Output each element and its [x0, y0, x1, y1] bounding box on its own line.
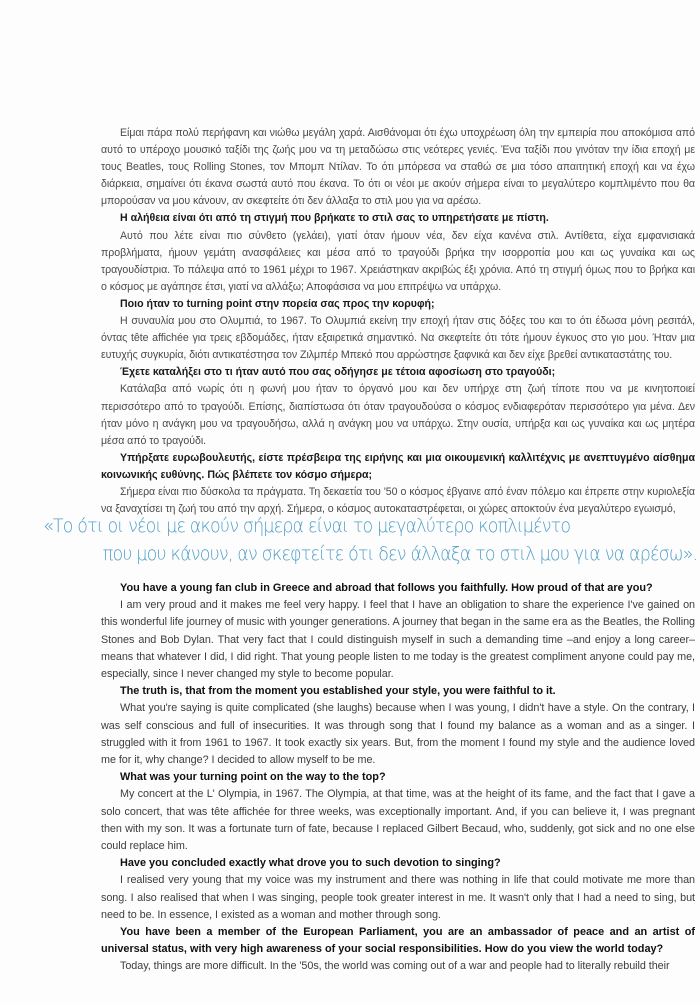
- question-heading: Έχετε καταλήξει στο τι ήταν αυτό που σας οδήγησε με τέτοια αφοσίωση στο τραγούδι;: [120, 366, 556, 379]
- answer-paragraph: What you're saying is quite complicated (she laughs) because when I was young, I didn't have a style. On the contrary, I was self conscious and full of insecurities. It was through song that I found my balance as a woman and as a singer. I struggled with it from 1961 to 1967. It took exactly six years. But, from the moment I found my style and the audience loved me for it, why change? I decided to allow myself to be me.: [101, 702, 695, 767]
- english-interview-section: [101, 580, 695, 976]
- greek-interview-section: [101, 125, 695, 518]
- answer-paragraph: Αυτό που λέτε είναι πιο σύνθετο (γελάει), γιατί όταν ήμουν νέα, δεν είχα κανένα στιλ. Αντίθετα, είχα εμφανισιακά προβλήματα, ήμουν γεμάτη ανασφάλειες και μέσα από το τραγούδι βρήκα την ισορροπία μου και ως γυναίκα και ως τραγουδίστρια. Το πάλεψα από το 1961 μέχρι το 1967. Χρειάστηκαν ακριβώς έξι χρόνια. Από τη στιγμή όμως που το βρήκα και ο κόσμος με αγάπησε έτσι, γιατί να αλλάξω; Αποφάσισα να μου επιτρέψω να υπάρχω.: [101, 229, 695, 293]
- question-heading: What was your turning point on the way to the top?: [120, 771, 386, 784]
- answer-paragraph: I realised very young that my voice was my instrument and there was nothing in life that could motivate me more than song. I also realised that when I was singing, people took greater interest in me. It wasn't only that I had a need to sing, but need to be. In essence, I existed as a woman and mother through song.: [101, 874, 695, 921]
- question-heading: Ποιο ήταν το turning point στην πορεία σας προς την κορυφή;: [120, 297, 435, 310]
- question-heading: You have a young fan club in Greece and abroad that follows you faithfully. How proud of that are you?: [120, 582, 653, 594]
- answer-paragraph: I am very proud and it makes me feel very happy. I feel that I have an obligation to share the experience I've gained on this wonderful life journey of music with younger generations. A journey that began in the same era as the Beatles, the Rolling Stones and Bob Dylan. That very fact that I could distinguish myself in such a demanding time –and enjoy a long career– means that whatever I did, I did right. That young people listen to me today is the greatest compliment anyone could pay me, especially, since I never changed my style to become popular.: [101, 599, 695, 681]
- pull-quote-line-2: που μου κάνουν, αν σκεφτείτε ότι δεν άλλαξα το στιλ μου για να αρέσω».: [102, 543, 698, 565]
- question-heading: The truth is, that from the moment you established your style, you were faithful to it.: [120, 685, 556, 698]
- answer-paragraph: Κατάλαβα από νωρίς ότι η φωνή μου ήταν το όργανό μου και δεν υπήρχε στη ζωή τίποτε που να με κινητοποιεί περισσότερο από το τραγούδι. Επίσης, διαπίστωσα ότι όταν τραγουδούσα ο κόσμος ενδιαφερόταν περισσότερο για μένα. Δεν ήταν μόνο η ανάγκη μου να τραγουδήσω, αλλά η ανάγκη μου να υπάρχω. Στην ουσία, υπήρξα και ως γυναίκα και ως μητέρα μέσα από το τραγούδι.: [101, 383, 695, 447]
- question-heading: Η αλήθεια είναι ότι από τη στιγμή που βρήκατε το στιλ σας το υπηρετήσατε με πίστη.: [120, 212, 549, 225]
- answer-paragraph: Today, things are more difficult. In the '50s, the world was coming out of a war and people had to literally rebuild their: [120, 960, 670, 973]
- question-heading: Υπήρξατε ευρωβουλευτής, είστε πρέσβειρα της ειρήνης και μια οικουμενική καλλιτέχνις με ανεπτυγμένο αίσθημα κοινωνικής ευθύνης. Πώς βλέπετε τον κόσμο σήμερα;: [101, 451, 695, 481]
- question-heading: Have you concluded exactly what drove you to such devotion to singing?: [120, 857, 501, 870]
- answer-paragraph: Σήμερα είναι πιο δύσκολα τα πράγματα. Τη δεκαετία του '50 ο κόσμος έβγαινε από έναν πόλεμο και έπρεπε στην κυριολεξία να ξαναχτίσει τη ζωή του από την αρχή. Σήμερα, ο κόσμος αυτοκαταστρέφεται, οι χώρες αποκτούν ένα μεγαλύτερο εγωισμό,: [101, 485, 695, 516]
- answer-paragraph: Η συναυλία μου στο Ολυμπιά, το 1967. Το Ολυμπιά εκείνη την εποχή ήταν στις δόξες του και το ότι έδωσα μόνη ρεσιτάλ, όντας tête affichée για τρεις εβδομάδες, ήταν εξαιρετικά σημαντικό. Να σκεφτείτε ότι τότε ήμουν έγκυος στο γιο μου. Ήταν μια ευτυχής συγκυρία, διότι αντικατέστησα τον Ζιλμπέρ Μπεκό που αρρώστησε ξαφνικά και δεν είχε βρεθεί αντικαταστάτης του.: [101, 315, 695, 362]
- answer-paragraph: Είμαι πάρα πολύ περήφανη και νιώθω μεγάλη χαρά. Αισθάνομαι ότι έχω υποχρέωση όλη την εμπειρία που αποκόμισα από αυτό το υπέροχο μουσικό ταξίδι της ζωής μου να τη μεταδώσω στις νεότερες γενιές. Ένα ταξίδι που γινόταν την ίδια εποχή με τους Beatles, τους Rolling Stones, τον Μπομπ Ντίλαν. Το ότι μπόρεσα να σταθώ σε μια τόσο απαιτητική εποχή και να έχω διάρκεια, σημαίνει ότι έκανα σωστά αυτό που έκανα. Το ότι οι νέοι με ακούν σήμερα είναι το μεγαλύτερο κομπλιμέντο που θα μπορούσαν να μου κάνουν, αν σκεφτείτε ότι δεν άλλαξα το στιλ μου για να αρέσω.: [101, 127, 695, 208]
- question-heading: You have been a member of the European Parliament, you are an ambassador of peace and an artist of universal status, with very high awareness of your social responsibilities. How do you view the world today?: [101, 926, 695, 956]
- pull-quote-line-1: «Το ότι οι νέοι με ακούν σήμερα είναι το μεγαλύτερο κοπλιμέντο: [43, 515, 571, 537]
- answer-paragraph: My concert at the L' Olympia, in 1967. The Olympia, at that time, was at the height of its fame, and the fact that I gave a solo concert, that was tête affichée for three weeks, was exceptionally important. And, if you can believe it, I was pregnant then with my son. It was a fortunate turn of fate, because I replaced Gilbert Becaud, who, suddenly, got sick and no one else could replace him.: [101, 788, 695, 853]
- pull-quote: [43, 512, 698, 568]
